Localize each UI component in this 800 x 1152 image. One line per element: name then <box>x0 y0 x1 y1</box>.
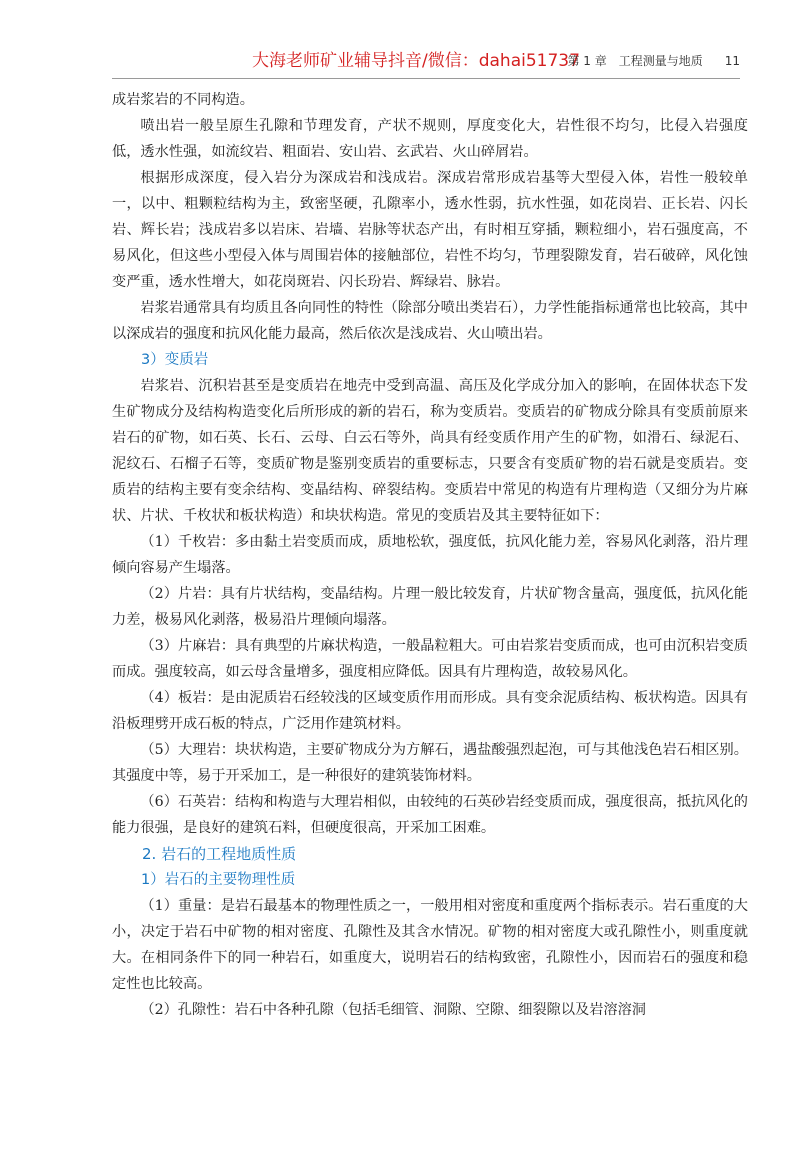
page-body <box>112 87 748 1023</box>
chapter-title: 第 1 章 工程测量与地质 <box>567 54 703 68</box>
paragraph: 喷出岩一般呈原生孔隙和节理发育，产状不规则，厚度变化大，岩性很不均匀，比侵入岩强度低，透水性强，如流纹岩、粗面岩、安山岩、玄武岩、火山碎屑岩。 <box>112 118 748 160</box>
list-item: （6）石英岩：结构和构造与大理岩相似，由较纯的石英砂岩经变质而成，强度很高，抵抗风化的能力很强，是良好的建筑石料，但硬度很高，开采加工困难。 <box>112 794 748 836</box>
list-item: （1）重量：是岩石最基本的物理性质之一，一般用相对密度和重度两个指标表示。岩石重度的大小，决定于岩石中矿物的相对密度、孔隙性及其含水情况。矿物的相对密度大或孔隙性小，则重度就大。在相同条件下的同一种岩石，如重度大，说明岩石的结构致密，孔隙性小，因而岩石的强度和稳定性也比较高。 <box>112 898 748 992</box>
list-item: （2）片岩：具有片状结构，变晶结构。片理一般比较发育，片状矿物含量高，强度低，抗风化能力差，极易风化剥落，极易沿片理倾向塌落。 <box>112 586 748 628</box>
list-item: （2）孔隙性：岩石中各种孔隙（包括毛细管、洞隙、空隙、细裂隙以及岩溶溶洞 <box>140 1002 646 1018</box>
paragraph: 岩浆岩、沉积岩甚至是变质岩在地壳中受到高温、高压及化学成分加入的影响，在固体状态下发生矿物成分及结构构造变化后所形成的新的岩石，称为变质岩。变质岩的矿物成分除具有变质前原来岩石的矿物，如石英、长石、云母、白云石等外，尚具有经变质作用产生的矿物，如滑石、绿泥石、泥纹石、石榴子石等，变质矿物是鉴别变质岩的重要标志，只要含有变质矿物的岩石就是变质岩。变质岩的结构主要有变余结构、变晶结构、碎裂结构。变质岩中常见的构造有片理构造（又细分为片麻状、片状、千枚状和板状构造）和块状构造。常见的变质岩及其主要特征如下： <box>112 378 748 524</box>
section-heading: 2. 岩石的工程地质性质 <box>142 845 297 863</box>
subsection-heading: 3）变质岩 <box>141 352 209 368</box>
list-item: （4）板岩：是由泥质岩石经较浅的区域变质作用而形成。具有变余泥质结构、板状构造。因具有沿板理劈开成石板的特点，广泛用作建筑材料。 <box>112 690 748 732</box>
list-item: （5）大理岩：块状构造，主要矿物成分为方解石，遇盐酸强烈起泡，可与其他浅色岩石相区别。其强度中等，易于开采加工，是一种很好的建筑装饰材料。 <box>112 742 748 784</box>
header-rule <box>112 78 740 79</box>
list-item: （1）千枚岩：多由黏土岩变质而成，质地松软，强度低，抗风化能力差，容易风化剥落，沿片理倾向容易产生塌落。 <box>112 534 748 576</box>
page-number: 11 <box>724 54 740 68</box>
page-header <box>110 44 740 76</box>
list-item: （3）片麻岩：具有典型的片麻状构造，一般晶粒粗大。可由岩浆岩变质而成，也可由沉积岩变质而成。强度较高，如云母含量增多，强度相应降低。因具有片理构造，故较易风化。 <box>112 638 748 680</box>
paragraph: 岩浆岩通常具有均质且各向同性的特性（除部分喷出类岩石），力学性能指标通常也比较高，其中以深成岩的强度和抗风化能力最高，然后依次是浅成岩、火山喷出岩。 <box>112 300 748 342</box>
watermark-text: 大海老师矿业辅导抖音/微信：dahai51737 <box>252 51 580 71</box>
paragraph: 成岩浆岩的不同构造。 <box>112 92 254 108</box>
subsection-heading: 1）岩石的主要物理性质 <box>141 872 296 888</box>
paragraph: 根据形成深度，侵入岩分为深成岩和浅成岩。深成岩常形成岩基等大型侵入体，岩性一般较单一，以中、粗颗粒结构为主，致密坚硬，孔隙率小，透水性弱，抗水性强，如花岗岩、正长岩、闪长岩、辉长岩；浅成岩多以岩床、岩墙、岩脉等状态产出，有时相互穿插，颗粒细小，岩石强度高，不易风化，但这些小型侵入体与周围岩体的接触部位，岩性不均匀，节理裂隙发育，岩石破碎，风化蚀变严重，透水性增大，如花岗斑岩、闪长玢岩、辉绿岩、脉岩。 <box>112 170 748 290</box>
running-head <box>567 52 740 69</box>
